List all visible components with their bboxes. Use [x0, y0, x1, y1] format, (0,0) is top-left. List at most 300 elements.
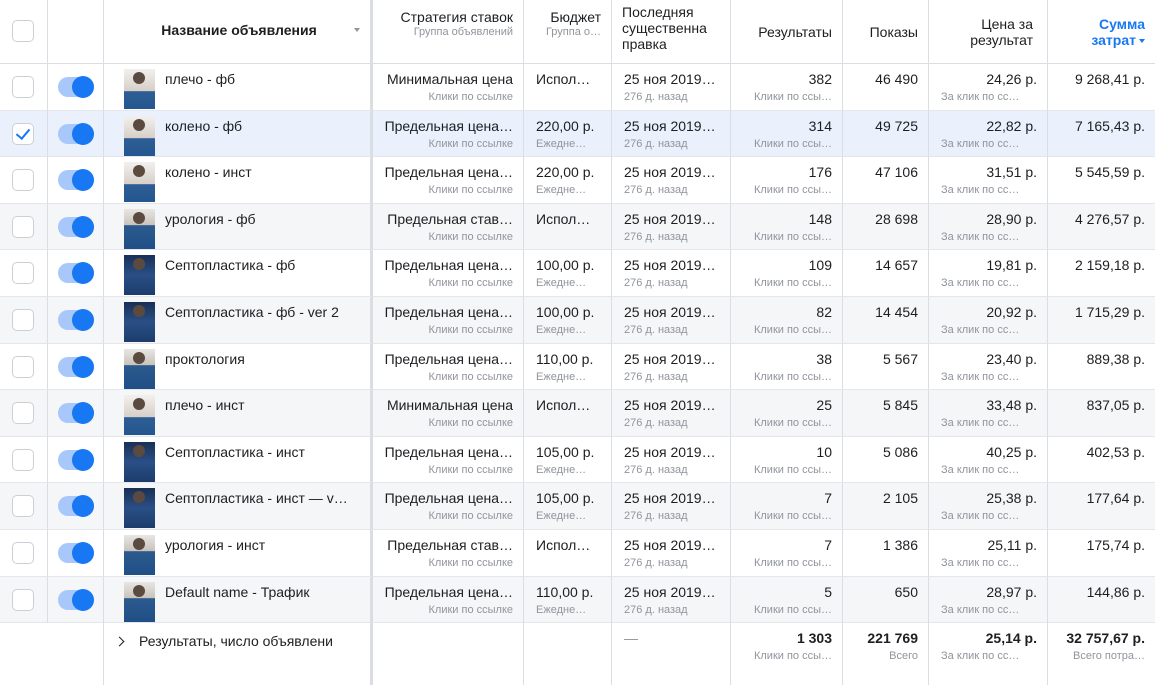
thumbnail-figure: [133, 119, 145, 131]
spend-value: 175,74 р.: [1086, 536, 1145, 553]
toggle-knob: [72, 216, 94, 238]
cpr-sub: За клик по сс…: [941, 91, 1020, 103]
toggle-knob: [72, 449, 94, 471]
budget-sub: Ежедне…: [536, 603, 587, 616]
results-cell: [731, 204, 843, 251]
last-edit-value: 25 ноя 2019…: [624, 71, 716, 87]
budget-sublabel: Группа о…: [545, 26, 601, 38]
budget-value: 100,00 р.: [536, 303, 595, 320]
table-row[interactable]: [0, 577, 1155, 624]
totals-results: [731, 623, 843, 685]
row-select-cell: [0, 297, 48, 344]
thumbnail-figure: [133, 538, 145, 550]
totals-spend: [1048, 623, 1155, 685]
last-edit-cell: [612, 344, 731, 391]
budget-cell: [524, 157, 612, 204]
impressions-value: 14 454: [875, 303, 918, 320]
ad-status-toggle[interactable]: [58, 217, 94, 237]
row-toggle-cell: [48, 111, 104, 158]
toggle-knob: [72, 542, 94, 564]
ad-name[interactable]: урология - инст: [165, 536, 266, 553]
bid-strategy-value: Предельная цена…: [384, 583, 513, 600]
toggle-knob: [72, 402, 94, 424]
totals-row: [0, 623, 1155, 685]
last-edit-sub: 276 д. назад: [624, 184, 688, 197]
results-sub: Клики по ссы…: [753, 91, 832, 103]
bid-strategy-label: Стратегия ставок: [400, 9, 513, 25]
last-edit-cell: [612, 530, 731, 577]
results-cell: [731, 297, 843, 344]
totals-blank-2: [48, 623, 104, 685]
ad-name[interactable]: урология - фб: [165, 210, 256, 227]
thumbnail-figure: [133, 165, 145, 177]
cpr-cell: [929, 204, 1048, 251]
bid-strategy-sub: Клики по ссылке: [428, 230, 513, 243]
bid-strategy-value: Предельная цена…: [384, 490, 513, 507]
last-edit-value: 25 ноя 2019…: [624, 210, 716, 227]
last-edit-cell: [612, 483, 731, 530]
ad-status-toggle[interactable]: [58, 357, 94, 377]
spend-value: 177,64 р.: [1086, 490, 1145, 507]
results-value: 148: [808, 210, 832, 227]
budget-value: Испол…: [536, 397, 591, 414]
column-header-cost-per-result[interactable]: [929, 0, 1048, 64]
last-edit-sub: 276 д. назад: [624, 137, 688, 150]
bid-strategy-sub: Клики по ссылке: [428, 370, 513, 383]
impressions-cell: [843, 437, 929, 484]
ad-status-toggle[interactable]: [58, 170, 94, 190]
results-sub: Клики по ссы…: [753, 463, 832, 476]
column-header-name-label: Название объявления: [161, 22, 317, 38]
row-checkbox[interactable]: [12, 169, 34, 191]
last-edit-sub: 276 д. назад: [624, 323, 688, 336]
last-edit-cell: [612, 437, 731, 484]
bid-strategy-value: Предельная цена…: [384, 257, 513, 274]
cpr-sub: За клик по сс…: [941, 230, 1020, 243]
toggle-knob: [72, 309, 94, 331]
row-select-cell: [0, 390, 48, 437]
ad-status-toggle[interactable]: [58, 263, 94, 283]
bid-strategy-cell: [373, 250, 524, 297]
impressions-cell: [843, 390, 929, 437]
ad-name-cell[interactable]: [104, 577, 373, 624]
toggle-knob: [72, 495, 94, 517]
impressions-value: 14 657: [875, 257, 918, 274]
table-row[interactable]: [0, 157, 1155, 204]
results-cell: [731, 111, 843, 158]
thumbnail-figure: [133, 585, 145, 597]
cpr-value: 24,26 р.: [986, 71, 1037, 87]
results-sub: Клики по ссы…: [753, 230, 832, 243]
row-select-cell: [0, 530, 48, 577]
toggle-knob: [72, 262, 94, 284]
bid-strategy-cell: [373, 344, 524, 391]
column-header-results[interactable]: [731, 0, 843, 64]
results-cell: [731, 483, 843, 530]
bid-strategy-value: Предельная став…: [387, 210, 513, 227]
bid-strategy-value: Предельная цена…: [384, 443, 513, 460]
bid-strategy-cell: [373, 157, 524, 204]
sort-caret-icon[interactable]: [354, 28, 360, 32]
spend-cell: [1048, 483, 1155, 530]
budget-label: Бюджет: [550, 9, 601, 25]
row-select-cell: [0, 483, 48, 530]
bid-strategy-value: Предельная цена…: [384, 350, 513, 367]
budget-sub: Ежедне…: [536, 323, 587, 336]
bid-strategy-sub: Клики по ссылке: [428, 556, 513, 569]
row-checkbox[interactable]: [12, 449, 34, 471]
results-value: 38: [816, 350, 832, 367]
row-select-cell: [0, 437, 48, 484]
column-header-budget[interactable]: [524, 0, 612, 64]
ad-name-cell[interactable]: [104, 157, 373, 204]
spend-cell: [1048, 577, 1155, 624]
results-value: 314: [808, 117, 832, 134]
bid-strategy-cell: [373, 64, 524, 111]
ad-thumbnail-image: [124, 535, 155, 575]
budget-sub: Ежедне…: [536, 277, 587, 290]
last-edit-cell: [612, 111, 731, 158]
impressions-cell: [843, 297, 929, 344]
cpr-sub: За клик по сс…: [941, 603, 1020, 616]
thumbnail-figure: [133, 352, 145, 364]
last-edit-sub: 276 д. назад: [624, 463, 688, 476]
spend-value: 889,38 р.: [1086, 350, 1145, 367]
bid-strategy-cell: [373, 577, 524, 624]
ad-name-cell[interactable]: [104, 250, 373, 297]
table-row[interactable]: [0, 437, 1155, 484]
table-row[interactable]: [0, 390, 1155, 437]
cpr-sub: За клик по сс…: [941, 463, 1020, 476]
totals-cpr: [929, 623, 1048, 685]
budget-value: 110,00 р.: [536, 350, 594, 367]
ad-name[interactable]: Септопластика - инст — v…: [165, 490, 348, 507]
budget-cell: [524, 390, 612, 437]
cpr-value: 33,48 р.: [986, 397, 1037, 414]
totals-edited: [612, 623, 731, 685]
row-toggle-cell: [48, 250, 104, 297]
row-checkbox[interactable]: [12, 589, 34, 611]
last-edit-value: 25 ноя 2019…: [624, 443, 716, 460]
impressions-cell: [843, 344, 929, 391]
cpr-value: 25,38 р.: [986, 490, 1037, 507]
results-value: 382: [808, 71, 832, 87]
cpr-cell: [929, 483, 1048, 530]
table-row[interactable]: [0, 111, 1155, 158]
spend-cell: [1048, 437, 1155, 484]
toggle-knob: [72, 123, 94, 145]
ad-status-toggle[interactable]: [58, 403, 94, 423]
results-value: 176: [808, 164, 832, 181]
totals-label-cell[interactable]: [104, 623, 373, 685]
bid-strategy-sub: Клики по ссылке: [428, 463, 513, 476]
toggle-knob: [72, 169, 94, 191]
totals-blank-1: [0, 623, 48, 685]
spend-value: 1 715,29 р.: [1074, 303, 1145, 320]
ad-name[interactable]: Септопластика - фб - ver 2: [165, 303, 339, 320]
table-row[interactable]: [0, 344, 1155, 391]
ad-name-cell[interactable]: [104, 297, 373, 344]
ad-thumbnail-image: [124, 582, 155, 622]
bid-strategy-cell: [373, 530, 524, 577]
table-row[interactable]: [0, 483, 1155, 530]
row-toggle-cell: [48, 483, 104, 530]
row-checkbox[interactable]: [12, 542, 34, 564]
last-edit-sub: 276 д. назад: [624, 230, 688, 243]
impressions-value: 5 567: [882, 350, 918, 367]
ad-thumbnail-image: [124, 302, 155, 342]
column-header-name[interactable]: [104, 0, 373, 64]
ad-name[interactable]: Default name - Трафик: [165, 583, 310, 600]
spend-value: 7 165,43 р.: [1074, 117, 1145, 134]
last-edit-sub: 276 д. назад: [624, 603, 688, 616]
ad-name-cell[interactable]: [104, 64, 373, 111]
impressions-cell: [843, 64, 929, 111]
bid-strategy-value: Минимальная цена: [386, 397, 513, 414]
row-select-cell: [0, 577, 48, 624]
spend-value: 402,53 р.: [1086, 443, 1145, 460]
spend-label-1: Сумма: [1098, 16, 1145, 32]
totals-spend-value: 32 757,67 р.: [1066, 630, 1145, 647]
results-sub: Клики по ссы…: [753, 370, 832, 383]
ad-name-cell[interactable]: [104, 344, 373, 391]
cpr-value: 22,82 р.: [986, 117, 1037, 134]
bid-strategy-sub: Клики по ссылке: [428, 137, 513, 150]
impressions-value: 28 698: [875, 210, 918, 227]
ad-name-cell[interactable]: [104, 530, 373, 577]
totals-impressions: [843, 623, 929, 685]
budget-cell: [524, 577, 612, 624]
bid-strategy-sub: Клики по ссылке: [428, 277, 513, 290]
impressions-cell: [843, 204, 929, 251]
ad-name[interactable]: плечо - инст: [165, 397, 245, 414]
last-edit-label-1: Последняя: [622, 4, 694, 20]
spend-cell: [1048, 111, 1155, 158]
budget-value: 105,00 р.: [536, 490, 595, 507]
last-edit-cell: [612, 204, 731, 251]
table-row[interactable]: [0, 204, 1155, 251]
select-all-checkbox[interactable]: [12, 20, 34, 42]
impressions-cell: [843, 250, 929, 297]
thumbnail-figure: [133, 258, 145, 270]
spend-label-2: затрат: [1091, 32, 1136, 48]
ad-name[interactable]: колено - инст: [165, 164, 252, 181]
cpr-value: 28,97 р.: [986, 583, 1037, 600]
cpr-sub: За клик по сс…: [941, 370, 1020, 383]
table-row[interactable]: [0, 250, 1155, 297]
impressions-value: 650: [894, 583, 918, 600]
ad-thumbnail-image: [124, 209, 155, 249]
ad-name-cell[interactable]: [104, 204, 373, 251]
results-value: 5: [824, 583, 832, 600]
bid-strategy-value: Предельная цена…: [384, 164, 513, 181]
budget-value: 105,00 р.: [536, 443, 595, 460]
impressions-value: 47 106: [875, 164, 918, 181]
toggle-header-cell: [48, 0, 104, 64]
budget-sub: Ежедне…: [536, 510, 587, 523]
results-value: 7: [824, 490, 832, 507]
bid-strategy-value: Минимальная цена: [386, 71, 513, 87]
totals-strategy: [373, 623, 524, 685]
last-edit-value: 25 ноя 2019…: [624, 536, 716, 553]
ad-name[interactable]: плечо - фб: [165, 71, 235, 87]
impressions-cell: [843, 577, 929, 624]
cpr-cell: [929, 297, 1048, 344]
cpr-sub: За клик по сс…: [941, 556, 1020, 569]
bid-strategy-value: Предельная став…: [387, 536, 513, 553]
cpr-cell: [929, 111, 1048, 158]
ad-name[interactable]: Септопластика - инст: [165, 443, 305, 460]
last-edit-value: 25 ноя 2019…: [624, 164, 716, 181]
cpr-cell: [929, 437, 1048, 484]
cpr-sub: За клик по сс…: [941, 510, 1020, 523]
bid-strategy-cell: [373, 204, 524, 251]
row-select-cell: [0, 64, 48, 111]
column-header-impressions[interactable]: [843, 0, 929, 64]
row-select-cell: [0, 157, 48, 204]
totals-edited-value: —: [624, 630, 638, 647]
bid-strategy-cell: [373, 437, 524, 484]
ad-thumbnail-image: [124, 395, 155, 435]
results-value: 82: [816, 303, 832, 320]
results-value: 7: [824, 536, 832, 553]
ad-thumbnail-image: [124, 69, 155, 109]
spend-value: 4 276,57 р.: [1074, 210, 1145, 227]
results-cell: [731, 250, 843, 297]
row-toggle-cell: [48, 344, 104, 391]
bid-strategy-sub: Клики по ссылке: [428, 417, 513, 430]
cpr-cell: [929, 250, 1048, 297]
impressions-value: 5 845: [882, 397, 918, 414]
thumbnail-figure: [133, 398, 145, 410]
row-toggle-cell: [48, 204, 104, 251]
ad-status-toggle[interactable]: [58, 590, 94, 610]
toggle-knob: [72, 76, 94, 98]
results-sub: Клики по ссы…: [753, 603, 832, 616]
cpr-value: 40,25 р.: [986, 443, 1037, 460]
row-checkbox[interactable]: [12, 402, 34, 424]
budget-cell: [524, 530, 612, 577]
last-edit-value: 25 ноя 2019…: [624, 583, 716, 600]
column-header-bid-strategy[interactable]: [373, 0, 524, 64]
ad-status-toggle[interactable]: [58, 496, 94, 516]
cpr-cell: [929, 344, 1048, 391]
ad-status-toggle[interactable]: [58, 310, 94, 330]
ad-name-cell[interactable]: [104, 390, 373, 437]
last-edit-sub: 276 д. назад: [624, 370, 688, 383]
bid-strategy-cell: [373, 111, 524, 158]
totals-spend-sub: Всего потра…: [1072, 650, 1145, 663]
row-select-cell: [0, 204, 48, 251]
ad-name-cell[interactable]: [104, 111, 373, 158]
totals-results-value: 1 303: [796, 630, 832, 647]
last-edit-cell: [612, 390, 731, 437]
ad-status-toggle[interactable]: [58, 450, 94, 470]
cpr-sub: За клик по сс…: [941, 277, 1020, 290]
thumbnail-figure: [133, 305, 145, 317]
budget-value: 110,00 р.: [536, 583, 594, 600]
thumbnail-figure: [133, 445, 145, 457]
column-header-last-edit[interactable]: [612, 0, 731, 64]
sort-desc-icon: [1139, 39, 1145, 43]
spend-cell: [1048, 530, 1155, 577]
cpr-value: 25,11 р.: [987, 536, 1037, 553]
totals-cpr-sub: За клик по сс…: [941, 650, 1020, 663]
toggle-knob: [72, 356, 94, 378]
results-sub: Клики по ссы…: [753, 323, 832, 336]
row-checkbox[interactable]: [12, 123, 34, 145]
results-sub: Клики по ссы…: [753, 417, 832, 430]
row-checkbox[interactable]: [12, 309, 34, 331]
last-edit-value: 25 ноя 2019…: [624, 117, 716, 134]
cpr-cell: [929, 157, 1048, 204]
row-checkbox[interactable]: [12, 76, 34, 98]
last-edit-cell: [612, 577, 731, 624]
ad-name[interactable]: проктология: [165, 350, 245, 367]
cpr-label-1: Цена за: [981, 16, 1033, 32]
row-checkbox[interactable]: [12, 262, 34, 284]
last-edit-value: 25 ноя 2019…: [624, 303, 716, 320]
impressions-cell: [843, 111, 929, 158]
results-cell: [731, 64, 843, 111]
spend-value: 2 159,18 р.: [1074, 257, 1145, 274]
totals-impressions-value: 221 769: [867, 630, 918, 647]
results-sub: Клики по ссы…: [753, 277, 832, 290]
impressions-value: 46 490: [875, 71, 918, 87]
results-value: 10: [816, 443, 832, 460]
budget-value: Испол…: [536, 210, 591, 227]
ad-status-toggle[interactable]: [58, 77, 94, 97]
row-checkbox[interactable]: [12, 495, 34, 517]
ad-status-toggle[interactable]: [58, 124, 94, 144]
bid-strategy-sub: Клики по ссылке: [428, 510, 513, 523]
spend-value: 144,86 р.: [1086, 583, 1145, 600]
spend-cell: [1048, 157, 1155, 204]
row-toggle-cell: [48, 437, 104, 484]
table-header: [0, 0, 1155, 64]
cpr-sub: За клик по сс…: [941, 137, 1020, 150]
table-row[interactable]: [0, 530, 1155, 577]
last-edit-cell: [612, 64, 731, 111]
results-cell: [731, 157, 843, 204]
totals-cpr-value: 25,14 р.: [985, 630, 1037, 647]
ad-thumbnail-image: [124, 116, 155, 156]
ad-thumbnail-image: [124, 442, 155, 482]
cpr-value: 28,90 р.: [986, 210, 1037, 227]
row-checkbox[interactable]: [12, 356, 34, 378]
chevron-right-icon[interactable]: [115, 636, 125, 646]
results-sub: Клики по ссы…: [753, 510, 832, 523]
table-row[interactable]: [0, 297, 1155, 344]
ad-name-cell[interactable]: [104, 483, 373, 530]
results-cell: [731, 577, 843, 624]
bid-strategy-cell: [373, 390, 524, 437]
budget-cell: [524, 344, 612, 391]
budget-sub: Ежедне…: [536, 370, 587, 383]
row-checkbox[interactable]: [12, 216, 34, 238]
ad-thumbnail-image: [124, 349, 155, 389]
impressions-value: 1 386: [882, 536, 918, 553]
last-edit-value: 25 ноя 2019…: [624, 490, 716, 507]
table-row[interactable]: [0, 64, 1155, 111]
ad-name[interactable]: Септопластика - фб: [165, 257, 296, 274]
ad-name[interactable]: колено - фб: [165, 117, 243, 134]
column-header-amount-spent[interactable]: [1048, 0, 1155, 64]
ad-name-cell[interactable]: [104, 437, 373, 484]
ad-status-toggle[interactable]: [58, 543, 94, 563]
bid-strategy-sub: Клики по ссылке: [428, 184, 513, 197]
spend-value: 5 545,59 р.: [1074, 164, 1145, 181]
